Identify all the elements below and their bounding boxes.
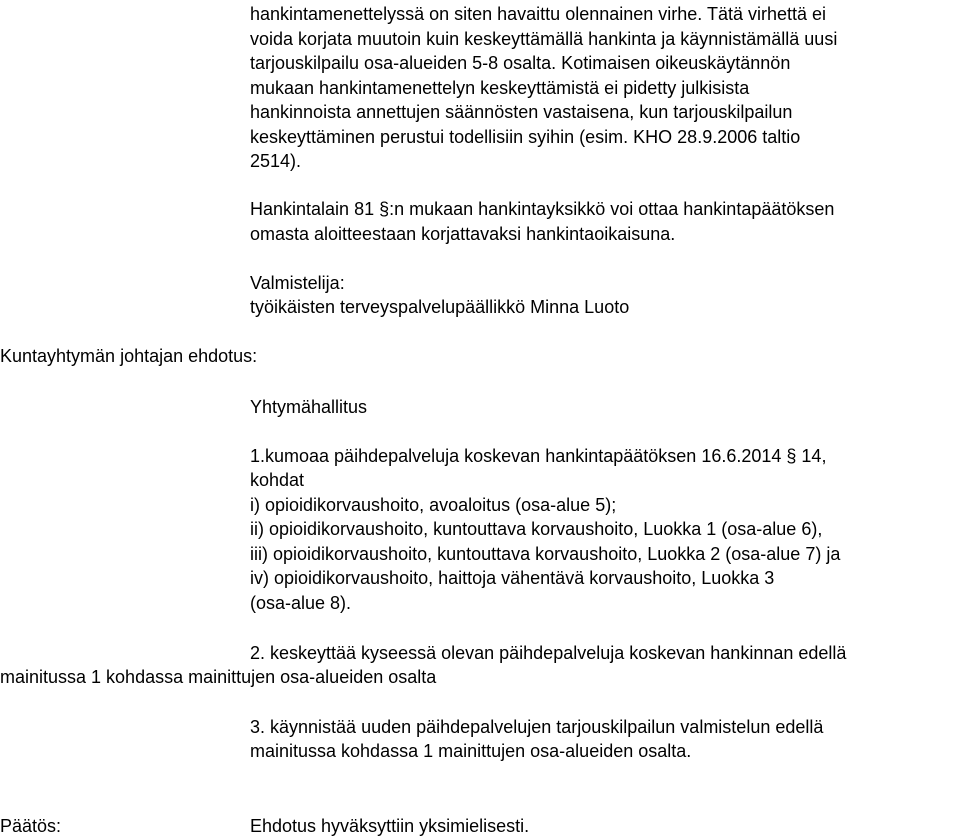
preparer-name: työikäisten terveyspalvelupäällikkö Minna Luoto	[250, 297, 630, 317]
intro-line: hankintamenettelyssä on siten havaittu olennainen virhe. Tätä virhettä ei	[250, 4, 827, 24]
intro-line: voida korjata muutoin kuin keskeyttämällä hankinta ja käynnistämällä uusi	[250, 29, 838, 49]
item-1-line: (osa-alue 8).	[250, 593, 352, 613]
preparer-label: Valmistelija:	[250, 273, 345, 293]
item-2-line: 2. keskeyttää kyseessä olevan päihdepalveluja koskevan hankinnan edellä	[250, 643, 847, 663]
item-1-text-before: 1.kumoaa päihdepalveluja koskevan hankintapäätöksen 16.6.2014	[250, 446, 787, 466]
section-sign: §	[786, 446, 797, 466]
item-1-line: iii) opioidikorvaushoito, kuntouttava korvaushoito, Luokka 2 (osa-alue 7) ja	[250, 544, 841, 564]
item-2-line: mainitussa 1 kohdassa mainittujen osa-alueiden osalta	[0, 667, 437, 687]
intro-line: tarjouskilpailu osa-alueiden 5-8 osalta. Kotimaisen oikeuskäytännön	[250, 53, 791, 73]
intro-line: keskeyttäminen perustui todellisiin syihin (esim. KHO 28.9.2006 taltio	[250, 127, 801, 147]
item-1-line: kohdat	[250, 470, 305, 490]
intro-line: mukaan hankintamenettelyn keskeyttämistä ei pidetty julkisista	[250, 78, 750, 98]
decision-text: Ehdotus hyväksyttiin yksimielisesti.	[250, 816, 530, 836]
law-line: omasta aloitteestaan korjattavaksi hankintaoikaisuna.	[250, 224, 676, 244]
item-1-line: i) opioidikorvaushoito, avoaloitus (osa-alue 5);	[250, 495, 617, 515]
board-name: Yhtymähallitus	[250, 397, 368, 417]
item-3-line: 3. käynnistää uuden päihdepalvelujen tarjouskilpailun valmistelun edellä	[250, 717, 824, 737]
decision-label: Päätös:	[0, 816, 62, 836]
item-3-line: mainitussa kohdassa 1 mainittujen osa-alueiden osalta.	[250, 741, 692, 761]
intro-line: hankinnoista annettujen säännösten vastaisena, kun tarjouskilpailun	[250, 102, 793, 122]
law-line	[250, 198, 834, 220]
item-1-line	[250, 445, 826, 467]
item-1-line: ii) opioidikorvaushoito, kuntouttava korvaushoito, Luokka 1 (osa-alue 6),	[250, 519, 823, 539]
proposal-label: Kuntayhtymän johtajan ehdotus:	[0, 346, 258, 366]
law-text-after: :n mukaan hankintayksikkö voi ottaa hankintapäätöksen	[389, 199, 835, 219]
section-sign: §	[379, 199, 390, 219]
item-1-line: iv) opioidikorvaushoito, haittoja vähentävä korvaushoito, Luokka 3	[250, 568, 775, 588]
law-text-before: Hankintalain 81	[250, 199, 380, 219]
intro-line: 2514).	[250, 151, 302, 171]
item-1-text-after: 14,	[796, 446, 827, 466]
